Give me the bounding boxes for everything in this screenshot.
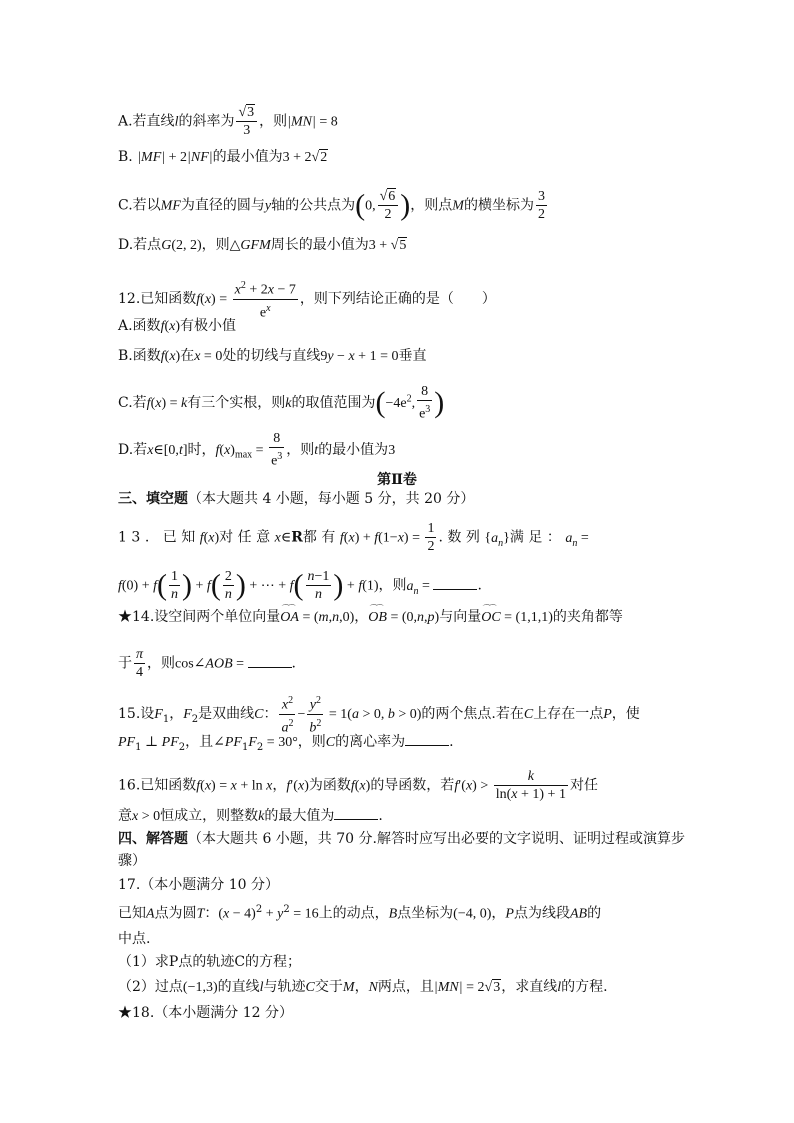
q16-answer-blank[interactable] [334, 806, 378, 820]
q17-part1: （1）求P点的轨迹C的方程； [118, 954, 302, 970]
q12-option-d: D.若x∈[0,t]时，$f(x)_{max}$ = $\frac{8}{e^3}$ ，则t的最小值为3 [118, 431, 396, 469]
q15-answer-blank[interactable] [405, 732, 449, 746]
q12-option-a: A.函数f(x)有极小值 [118, 318, 237, 334]
q12-stem: 12.已知函数f(x) = $\frac{x^2 + 2x - 7}{e^x}$ ，则下列结论正确的是（ ） [118, 277, 694, 321]
part2-title: 第Ⅱ卷 [377, 472, 417, 488]
section4-heading-cont: 骤） [118, 853, 146, 869]
q16-line1: 16.已知函数f(x) = x + ln x，f′(x)为函数f(x)的导函数，若f′(x) > $\frac{k}{\ln(x + 1) + 1}$ 对任 [118, 769, 598, 802]
q13-line1: 13. 已知f(x)对任意x∈R都有f(x) + f(1−x) = $\frac{1}{2}$ . 数列$\{a_n\}$满足：$a_n$ = [118, 521, 589, 554]
q15-line1: 15.设$F_1$，$F_2$是双曲线C： $\frac{x^2}{a^2}$ − $\frac{y^2}{b^2}$ = 1(a > 0, b > 0)的两个焦点.若在C上存在一点P，使 [118, 692, 694, 736]
q11-option-c: C.若以MF为直径的圆与y轴的公共点为(0, $\frac{√6}{2}$ )，则点M的横坐标为 $\frac{3}{2}$ [118, 188, 545, 222]
q13-answer-blank[interactable] [433, 576, 477, 590]
q12-option-c: C.若f(x) = k有三个实根，则k的取值范围为($-4e^2$, $\frac{8}{e^3}$ ) [118, 384, 445, 422]
q17-title: 17.（本小题满分 10 分） [118, 877, 279, 893]
q11-option-d: D.若点G(2, 2)，则△GFM周长的最小值为3 + √5 [118, 237, 407, 253]
q17-stem-line1: 已知A点为圆T：$(x - 4)^2 + y^2 = 16$上的动点，B点坐标为(−4, 0)，P点为线段AB的 [118, 904, 602, 922]
q14-answer-blank[interactable] [248, 654, 292, 668]
q11-option-a: A.若直线l的斜率为 $\frac{√3}{3}$ ，则|MN| = 8 [118, 105, 338, 138]
q17-stem-line2: 中点. [118, 931, 151, 947]
q11-option-b: B. |MF| + 2|NF|的最小值为3 + 2√2 [118, 149, 328, 165]
q14-line2: 于 $\frac{\pi}{4}$ ，则cos∠AOB = . [118, 647, 296, 680]
q17-part2: （2）过点(−1,3)的直线l与轨迹C交于M，N两点，且|MN| = 2√3，求直线l的方程. [118, 979, 608, 995]
q13-line2: f(0) + f( $\frac{1}{n}$ ) + f( $\frac{2}{n}$ ) + ⋯ + f( $\frac{n-1}{n}$ ) + f(1)，则$a_n$ = . [118, 568, 482, 602]
q16-line2: 意x > 0恒成立，则整数k的最大值为 . [118, 808, 383, 824]
q15-line2: $PF_1$ ⊥ $PF_2$，且$\angle PF_1F_2 = 30^\circ$，则C的离心率为 . [118, 734, 454, 753]
section4-heading: 四、解答题（本大题共 6 小题，共 70 分.解答时应写出必要的文字说明、证明过程或演算步 [118, 831, 685, 847]
q18-title: ★18.（本小题满分 12 分） [118, 1005, 293, 1021]
section3-heading: 三、填空题（本大题共 4 小题，每小题 5 分，共 20 分） [118, 491, 475, 507]
q14-line1: ★14.设空间两个单位向量⌒⌒ OA = (m,n,0)，⌒⌒ OB = (0,n,p)与向量⌒⌒ OC = (1,1,1)的夹角都等 [118, 607, 694, 628]
q12-option-b: B.函数f(x)在x = 0处的切线与直线9y − x + 1 = 0垂直 [118, 348, 427, 364]
